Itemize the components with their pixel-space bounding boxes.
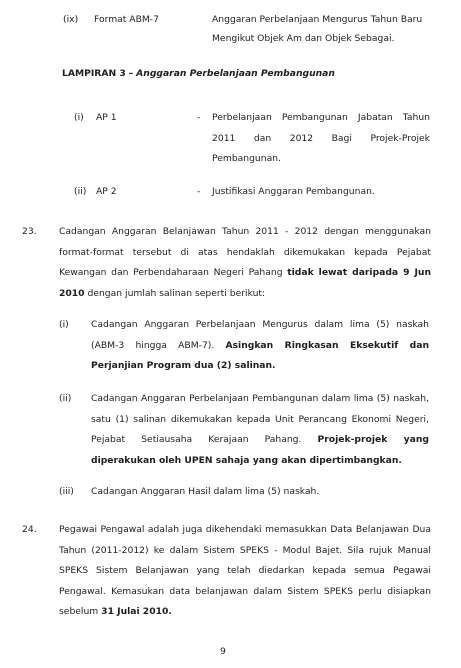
- para-24-line: Pengawal. Kemasukan data belanjawan dalam Sistem SPEKS perlu disiapkan: [59, 585, 431, 597]
- sub-item-line: Perjanjian Program dua (2) salinan.: [91, 360, 276, 371]
- para-23-line: Kewangan dan Perbendaharaan Negeri Pahang tidak lewat daripada 9 Jun: [59, 267, 431, 278]
- ap-item-roman: (ii): [74, 186, 87, 197]
- para-24-line: SPEKS Sistem Belanjawan yang telah diedarkan kepada semua Pegawai: [59, 565, 431, 576]
- ap-item-line: Perbelanjaan Pembangunan Jabatan Tahun: [212, 112, 430, 123]
- ap-item-line: 2011 dan 2012 Bagi Projek-Projek: [212, 132, 430, 144]
- para-24-line: Pegawai Pengawal adalah juga dikehendaki memasukkan Data Belanjawan Dua: [59, 524, 431, 535]
- para-23-number: 23.: [22, 226, 37, 237]
- deadline-date: 31 Julai 2010.: [101, 606, 172, 617]
- page-number: 9: [220, 646, 226, 657]
- sub-item-line: Pejabat Setiausaha Kerajaan Pahang. Projek-projek yang: [91, 434, 429, 445]
- para-24-line: sebelum 31 Julai 2010.: [59, 606, 172, 617]
- para-23-body: [59, 222, 431, 304]
- ap-item-line: Justifikasi Anggaran Pembangunan.: [212, 186, 375, 197]
- ap-item-line: Pembangunan.: [212, 153, 281, 164]
- ap-item-code: AP 1: [96, 112, 117, 123]
- sub-item-line: Cadangan Anggaran Hasil dalam lima (5) naskah.: [91, 486, 320, 497]
- sub-item-line: Cadangan Anggaran Perbelanjaan Pembangunan dalam lima (5) naskah,: [91, 393, 429, 404]
- item-ix-desc-line1: Anggaran Perbelanjaan Mengurus Tahun Baru: [212, 14, 423, 25]
- sub-item-body: [91, 389, 429, 471]
- deadline-text: tidak lewat daripada 9 Jun: [287, 267, 431, 278]
- sub-item-line: satu (1) salinan dikemukakan kepada Unit Perancang Ekonomi Negeri,: [91, 413, 429, 425]
- sub-item-line: diperakukan oleh UPEN sahaja yang akan dipertimbangkan.: [91, 454, 402, 466]
- sub-item-line: (ABM-3 hingga ABM-7). Asingkan Ringkasan Eksekutif dan: [91, 339, 429, 351]
- ap-item-description: [212, 108, 430, 170]
- para-23-line: 2010 dengan jumlah salinan seperti berikut:: [59, 287, 266, 299]
- ap-item-bullet: -: [197, 112, 201, 123]
- lampiran-dash: –: [128, 68, 134, 79]
- ap-item-bullet: -: [197, 186, 201, 197]
- para-24-body: [59, 520, 431, 623]
- item-ix-roman: (ix): [63, 14, 79, 25]
- lampiran-title: Anggaran Perbelanjaan Pembangunan: [136, 68, 335, 79]
- sub-item-body: [91, 315, 429, 377]
- lampiran-label: LAMPIRAN 3: [62, 68, 126, 79]
- para-24-number: 24.: [22, 524, 37, 535]
- ap-item-roman: (i): [74, 112, 84, 123]
- sub-item-roman: (ii): [59, 393, 72, 404]
- deadline-year: 2010: [59, 287, 85, 299]
- ap-item-code: AP 2: [96, 186, 117, 197]
- lampiran-heading: [62, 68, 335, 80]
- para-23-line: Cadangan Anggaran Belanjawan Tahun 2011 - 2012 dengan menggunakan: [59, 226, 431, 237]
- para-23-line: format-format tersebut di atas hendaklah dikemukakan kepada Pejabat: [59, 246, 431, 258]
- item-ix-code: Format ABM-7: [94, 14, 159, 25]
- sub-item-line: Cadangan Anggaran Perbelanjaan Mengurus dalam lima (5) naskah: [91, 319, 429, 330]
- sub-item-roman: (i): [59, 319, 69, 330]
- item-ix-desc-line2: Mengikut Objek Am dan Objek Sebagai.: [212, 33, 395, 44]
- para-24-line: Tahun (2011-2012) ke dalam Sistem SPEKS - Modul Bajet. Sila rujuk Manual: [59, 544, 431, 556]
- sub-item-roman: (iii): [59, 486, 74, 497]
